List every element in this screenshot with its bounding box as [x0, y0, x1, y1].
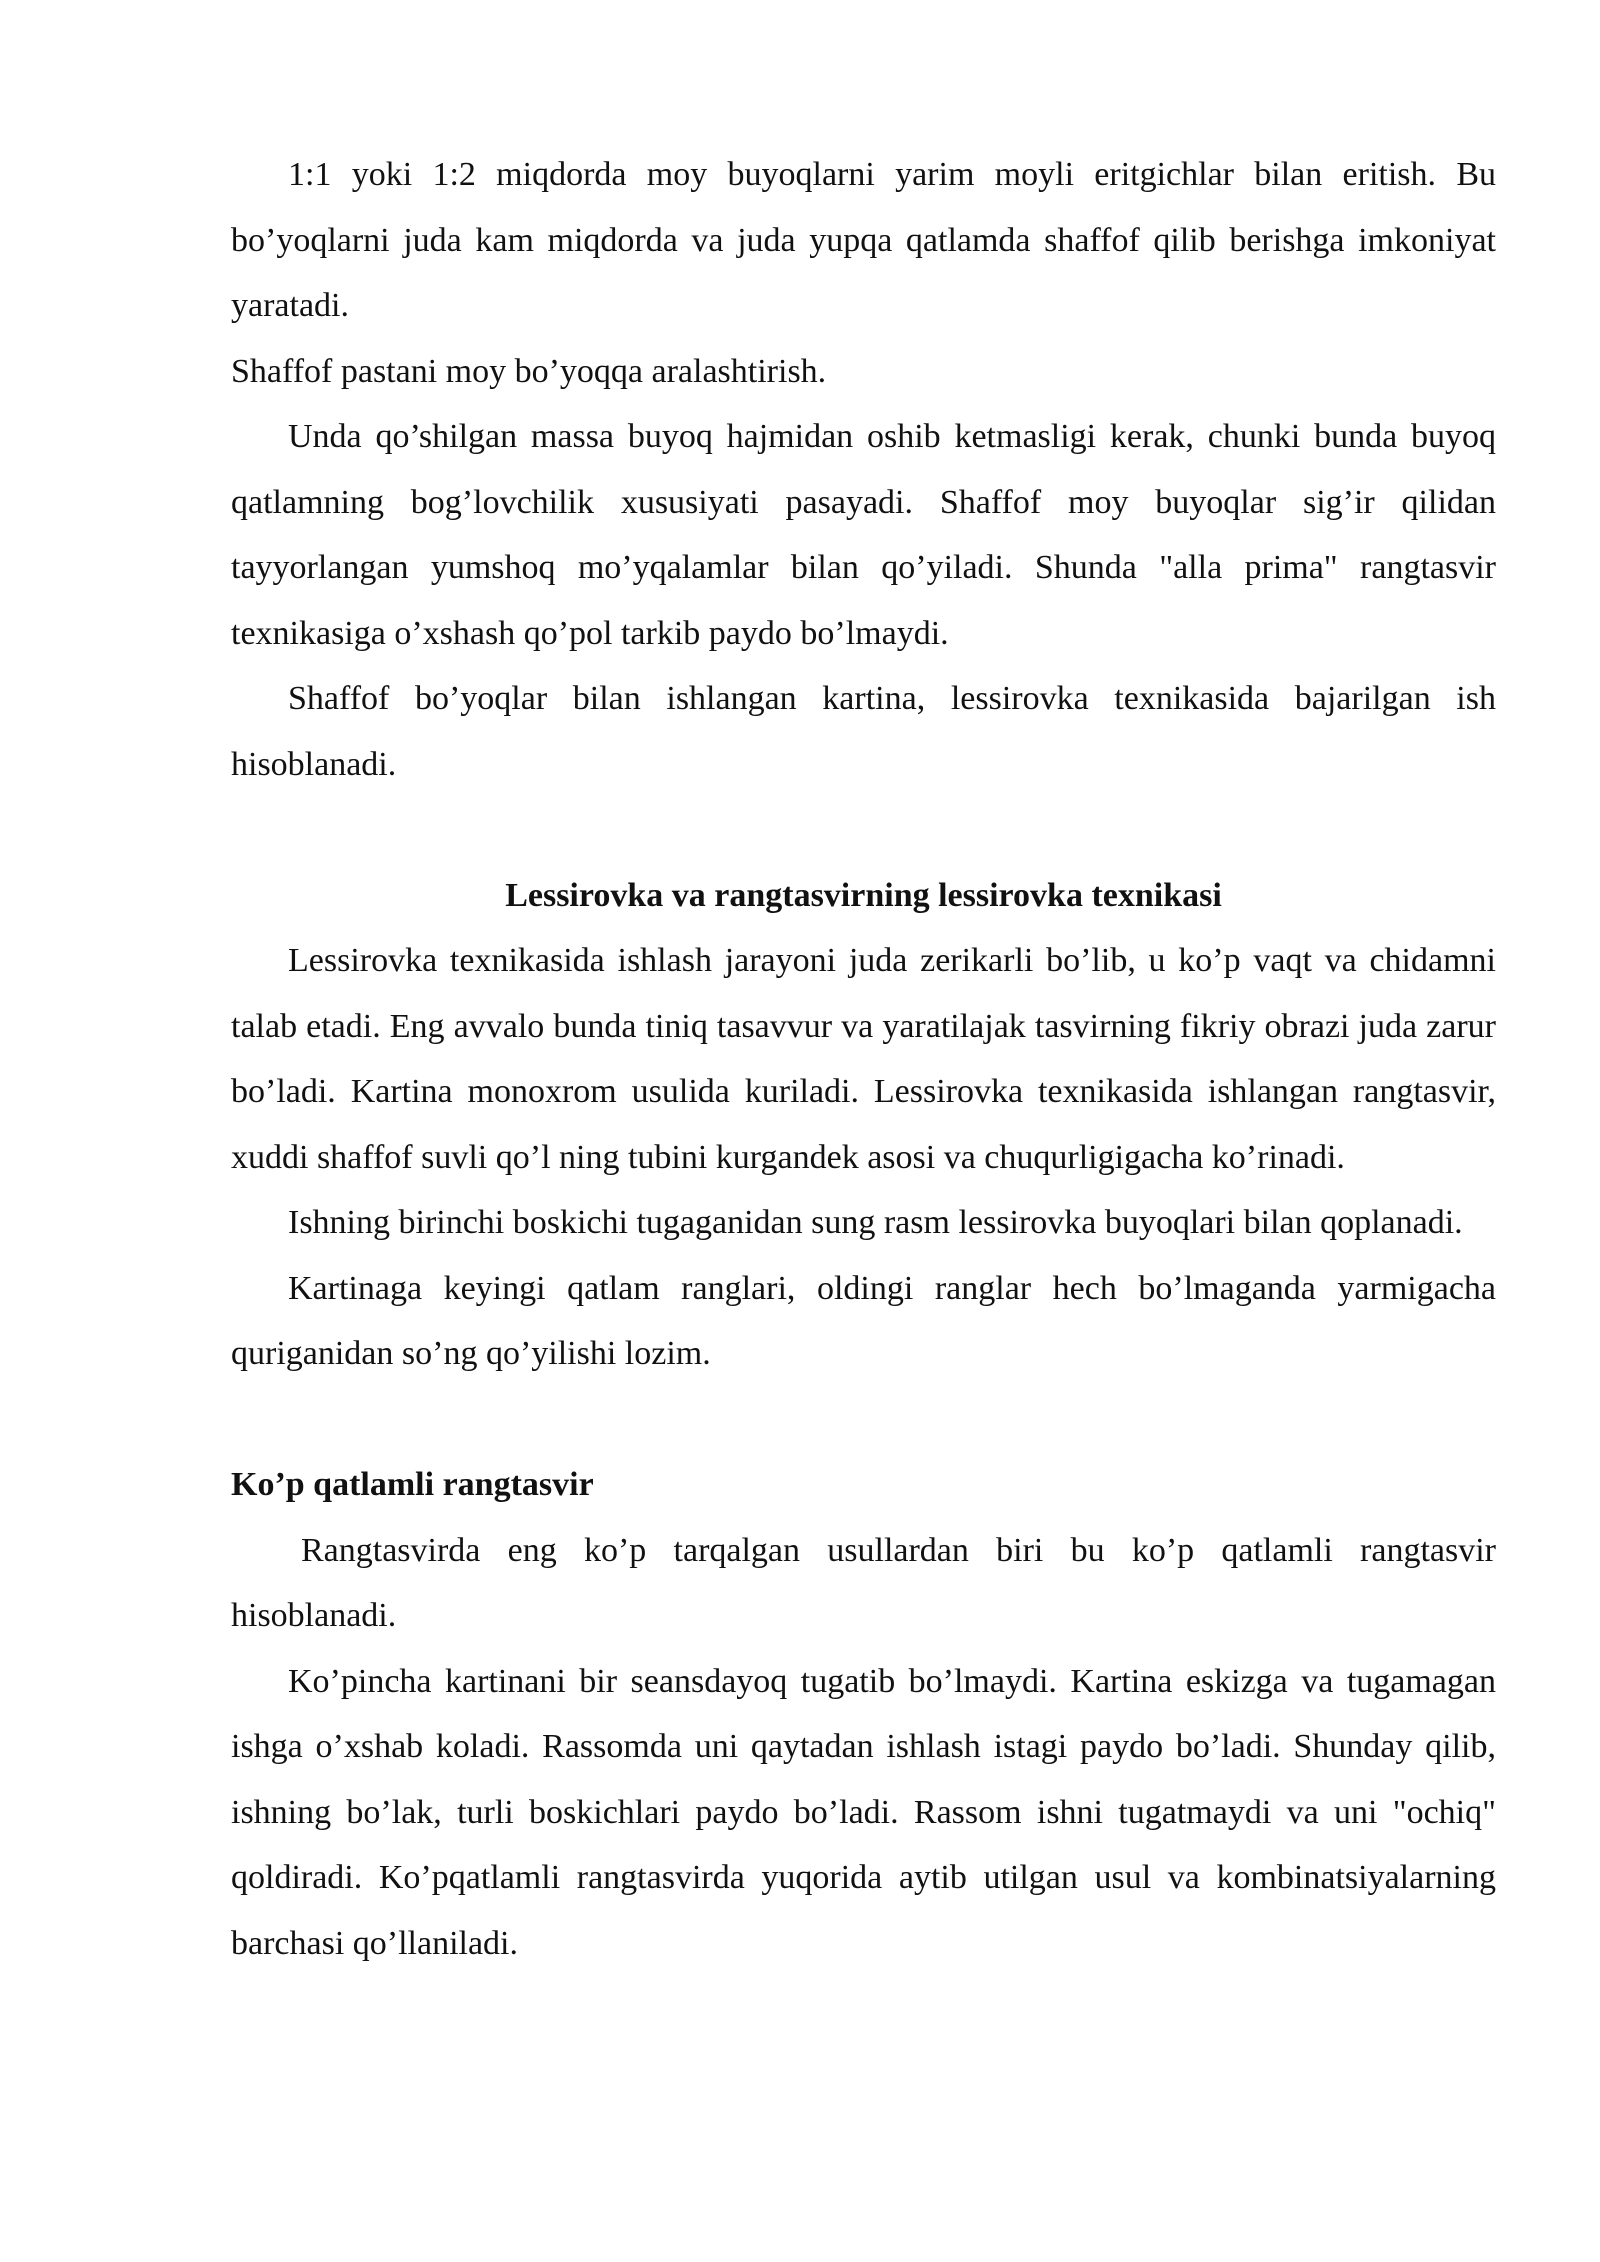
paragraph-next-layer: Kartinaga keyingi qatlam ranglari, oldingi ranglar hech bo’lmaganda yarmigacha quriganidan so’ng qo’yilishi lozim.: [231, 1269, 1496, 1372]
paragraph-thinning: 1:1 yoki 1:2 miqdorda moy buyoqlarni yarim moyli eritgichlar bilan eritish. Bu bo’yoqlarni juda kam miqdorda va juda yupqa qatlamda shaffof qilib berishga imkoniyat yaratadi.: [231, 156, 1496, 324]
paragraph-mass-volume: Unda qo’shilgan massa buyoq hajmidan oshib ketmasligi kerak, chunki bunda buyoq qatlamning bog’lovchilik xususiyati pasayadi. Shaffof moy buyoqlar sig’ir qilidan tayyorlangan yumshoq mo’yqalamlar bilan qo’yiladi. Shunda "alla prima" rangtasvir texnikasiga o’xshash qo’pol tarkib paydo bo’lmaydi.: [231, 418, 1496, 652]
paragraph-multilayer-detail: Ko’pincha kartinani bir seansdayoq tugatib bo’lmaydi. Kartina eskizga va tugamagan ishga o’xshab koladi. Rassomda uni qaytadan ishlash istagi paydo bo’ladi. Shunday qilib, ishning bo’lak, turli boskichlari paydo bo’ladi. Rassom ishni tugatmaydi va uni "ochiq" qoldiradi. Ko’pqatlamli rangtasvirda yuqorida aytib utilgan usul va kombinatsiyalarning barchasi qo’llaniladi.: [231, 1662, 1496, 1962]
section-heading-glazing: Lessirovka va rangtasvirning lessirovka texnikasi: [505, 876, 1222, 914]
spacer: [231, 1387, 1496, 1453]
document-page: [231, 142, 1496, 1976]
paragraph-multilayer-intro: Rangtasvirda eng ko’p tarqalgan usullardan biri bu ko’p qatlamli rangtasvir hisoblanadi.: [231, 1531, 1496, 1634]
paragraph-first-stage: Ishning birinchi boskichi tugaganidan sung rasm lessirovka buyoqlari bilan qoplanadi.: [288, 1204, 1463, 1241]
paragraph-transparent-paste: Shaffof pastani moy bo’yoqqa aralashtirish.: [231, 352, 827, 390]
paragraph-glazing-process: Lessirovka texnikasida ishlash jarayoni juda zerikarli bo’lib, u ko’p vaqt va chidamni talab etadi. Eng avvalo bunda tiniq tasavvur va yaratilajak tasvirning fikriy obrazi juda zarur bo’ladi. Kartina monoxrom usulida kuriladi. Lessirovka texnikasida ishlangan rangtasvir, xuddi shaffof suvli qo’l ning tubini kurgandek asosi va chuqurligigacha ko’rinadi.: [231, 942, 1496, 1176]
section-heading-multilayer: Ko’p qatlamli rangtasvir: [231, 1466, 594, 1503]
paragraph-transparent-paints: Shaffof bo’yoqlar bilan ishlangan kartina, lessirovka texnikasida bajarilgan ish hisoblanadi.: [231, 680, 1496, 783]
spacer: [231, 797, 1496, 863]
